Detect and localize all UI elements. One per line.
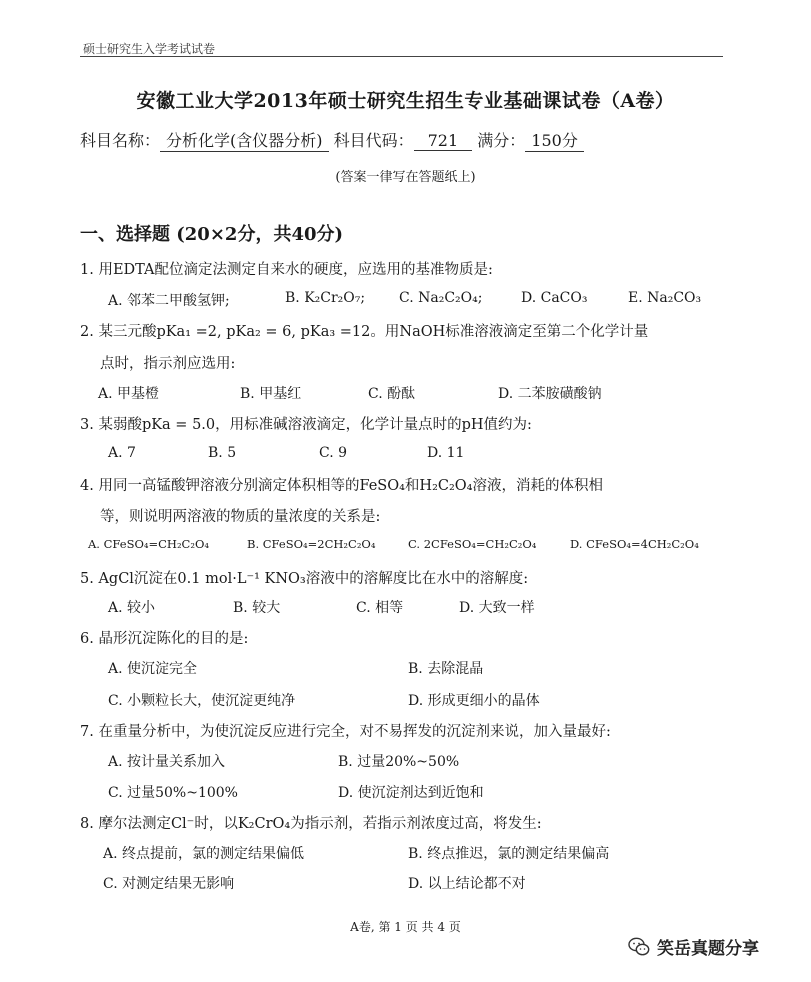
watermark	[627, 934, 759, 959]
answer-note: (答案一律写在答题纸上)	[335, 170, 476, 185]
question-1-option-a: A. 邻苯二甲酸氢钾;	[108, 293, 230, 309]
question-5-option-a: A. 较小	[108, 600, 156, 616]
score-label: 满分：	[477, 131, 526, 150]
question-5-option-b: B. 较大	[233, 600, 281, 616]
question-7-option-d: D. 使沉淀剂达到近饱和	[338, 785, 484, 801]
section-title: 一、选择题 (20×2分，共40分)	[80, 224, 344, 245]
question-7-option-b: B. 过量20%~50%	[338, 754, 460, 770]
header-rule	[80, 56, 723, 57]
question-2-stem-line-2: 点时，指示剂应选用:	[100, 356, 236, 372]
question-7-stem: 7. 在重量分析中，为使沉淀反应进行完全，对不易挥发的沉淀剂来说，加入量最好:	[80, 724, 611, 740]
question-1-option-b: B. K₂Cr₂O₇;	[285, 290, 366, 306]
question-8-option-c: C. 对测定结果无影响	[103, 876, 235, 892]
question-1-option-e: E. Na₂CO₃	[628, 290, 702, 306]
question-3-option-b: B. 5	[208, 445, 237, 461]
question-7-option-a: A. 按计量关系加入	[108, 754, 226, 770]
subject-name-value: 分析化学(含仪器分析)	[160, 128, 329, 152]
question-2-option-d: D. 二苯胺磺酸钠	[498, 386, 602, 402]
question-3-option-d: D. 11	[427, 445, 465, 461]
question-6-option-c: C. 小颗粒长大，使沉淀更纯净	[108, 693, 296, 709]
question-1-stem: 1. 用EDTA配位滴定法测定自来水的硬度，应选用的基准物质是:	[80, 262, 493, 278]
header-label: 硕士研究生入学考试试卷	[83, 42, 216, 56]
question-4-stem-line-2: 等，则说明两溶液的物质的量浓度的关系是:	[100, 509, 381, 525]
question-1-option-d: D. CaCO₃	[521, 290, 588, 306]
question-7-option-c: C. 过量50%~100%	[108, 785, 238, 801]
question-3-option-a: A. 7	[108, 445, 136, 461]
question-4-option-d: D. CFeSO₄=4CH₂C₂O₄	[570, 537, 699, 551]
subject-code-label: 科目代码：	[333, 131, 414, 150]
question-4-option-b: B. CFeSO₄=2CH₂C₂O₄	[247, 537, 376, 551]
subject-line	[80, 128, 584, 152]
question-3-stem: 3. 某弱酸pKa = 5.0，用标准碱溶液滴定，化学计量点时的pH值约为:	[80, 417, 532, 433]
question-5-option-d: D. 大致一样	[459, 600, 535, 616]
question-8-stem: 8. 摩尔法测定Cl⁻时，以K₂CrO₄为指示剂，若指示剂浓度过高，将发生:	[80, 816, 542, 832]
question-4-option-a: A. CFeSO₄=CH₂C₂O₄	[88, 537, 210, 551]
exam-title: 安徽工业大学2013年硕士研究生招生专业基础课试卷（A卷）	[136, 90, 675, 112]
page-footer: A卷, 第 1 页 共 4 页	[350, 920, 461, 934]
question-4-option-c: C. 2CFeSO₄=CH₂C₂O₄	[408, 537, 537, 551]
question-2-option-a: A. 甲基橙	[98, 386, 160, 402]
question-8-option-d: D. 以上结论都不对	[408, 876, 526, 892]
question-5-option-c: C. 相等	[356, 600, 404, 616]
subject-name-label: 科目名称：	[80, 131, 161, 150]
question-6-option-d: D. 形成更细小的晶体	[408, 693, 540, 709]
question-4-stem-line-1: 4. 用同一高锰酸钾溶液分别滴定体积相等的FeSO₄和H₂C₂O₄溶液，消耗的体积相	[80, 478, 603, 494]
question-1-option-c: C. Na₂C₂O₄;	[399, 290, 483, 306]
watermark-text: 笑岳真题分享	[657, 939, 759, 959]
question-2-option-b: B. 甲基红	[240, 386, 302, 402]
question-6-stem: 6. 晶形沉淀陈化的目的是:	[80, 631, 249, 647]
subject-code-value: 721	[414, 131, 473, 151]
question-5-stem: 5. AgCl沉淀在0.1 mol·L⁻¹ KNO₃溶液中的溶解度比在水中的溶解度:	[80, 571, 529, 587]
question-6-option-b: B. 去除混晶	[408, 661, 484, 677]
question-6-option-a: A. 使沉淀完全	[108, 661, 198, 677]
score-value: 150分	[525, 128, 584, 152]
question-3-option-c: C. 9	[319, 445, 348, 461]
question-8-option-a: A. 终点提前，氯的测定结果偏低	[103, 846, 305, 862]
question-8-option-b: B. 终点推迟，氯的测定结果偏高	[408, 846, 610, 862]
wechat-icon	[627, 935, 651, 959]
question-2-stem-line-1: 2. 某三元酸pKa₁ =2, pKa₂ = 6, pKa₃ =12。用NaOH标准溶液滴定至第二个化学计量	[80, 324, 649, 340]
question-2-option-c: C. 酚酞	[368, 386, 416, 402]
